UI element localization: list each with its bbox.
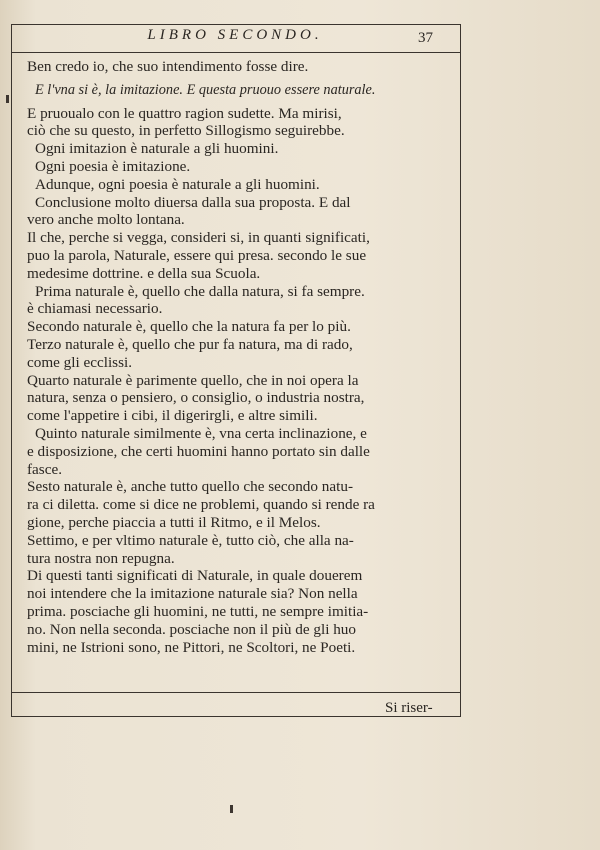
text-line: Quarto naturale è parimente quello, che in noi opera la xyxy=(27,371,359,389)
text-line: e disposizione, che certi huomini hanno portato sin dalle xyxy=(27,442,370,460)
text-line: è chiamasi necessario. xyxy=(27,300,163,318)
text-line: Di questi tanti significati di Naturale, in quale douerem xyxy=(27,567,363,585)
text-line: Secondo naturale è, quello che la natura fa per lo più. xyxy=(27,318,351,336)
text-line: come l'appetire i cibi, il digerirgli, e altre simili. xyxy=(27,407,318,425)
text-line: Ben credo io, che suo intendimento fosse dire. xyxy=(27,58,309,75)
header-rule xyxy=(11,52,461,53)
text-line: ra ci diletta. come si dice ne problemi, quando si rende ra xyxy=(27,496,375,514)
catchword: Si riser- xyxy=(385,700,433,716)
text-line: vero anche molto lontana. xyxy=(27,211,185,229)
text-line: fasce. xyxy=(27,460,62,478)
text-line: puo la parola, Naturale, essere qui presa. secondo le sue xyxy=(27,246,367,264)
footer-rule xyxy=(11,692,461,693)
text-line: mini, ne Istrioni sono, ne Pittori, ne Scoltori, ne Poeti. xyxy=(27,638,356,656)
text-line: Sesto naturale è, anche tutto quello che secondo natu- xyxy=(27,478,353,496)
text-line: E pruoualo con le quattro ragion sudette. Ma mirisi, xyxy=(27,104,342,122)
margin-mark xyxy=(6,95,9,103)
text-line: Settimo, e per vltimo naturale è, tutto ciò, che alla na- xyxy=(27,531,354,549)
text-line: noi intendere che la imitazione naturale sia? Non nella xyxy=(27,585,358,603)
text-line: Terzo naturale è, quello che pur fa natura, ma di rado, xyxy=(27,335,353,353)
text-line: Quinto naturale similmente è, vna certa inclinazione, e xyxy=(35,424,367,442)
body-text xyxy=(27,58,457,656)
text-line: no. Non nella seconda. posciache non il più de gli huo xyxy=(27,620,356,638)
margin-mark xyxy=(230,805,233,813)
text-line: E l'vna si è, la imitazione. E questa pruouo essere naturale. xyxy=(35,81,376,98)
text-line: Il che, perche si vegga, consideri si, in quanti significati, xyxy=(27,229,370,247)
page-number: 37 xyxy=(418,30,433,46)
text-line: natura, senza o pensiero, o consiglio, o industria nostra, xyxy=(27,389,365,407)
text-line: come gli ecclissi. xyxy=(27,353,133,371)
text-line: Prima naturale è, quello che dalla natura, si fa sempre. xyxy=(35,282,365,300)
text-line: Ogni poesia è imitazione. xyxy=(35,157,191,175)
text-line: Adunque, ogni poesia è naturale a gli huomini. xyxy=(35,175,320,193)
running-title: LIBRO SECONDO. xyxy=(147,27,323,43)
text-line: Conclusione molto diuersa dalla sua proposta. E dal xyxy=(35,193,351,211)
text-line: Ogni imitazion è naturale a gli huomini. xyxy=(35,140,279,158)
text-line: medesime dottrine. e della sua Scuola. xyxy=(27,264,261,282)
text-line: tura nostra non repugna. xyxy=(27,549,175,567)
text-line: ciò che su questo, in perfetto Sillogismo seguirebbe. xyxy=(27,122,345,140)
text-line: gione, perche piaccia a tutti il Ritmo, e il Melos. xyxy=(27,513,321,531)
text-line: prima. posciache gli huomini, ne tutti, ne sempre imitia- xyxy=(27,602,369,620)
